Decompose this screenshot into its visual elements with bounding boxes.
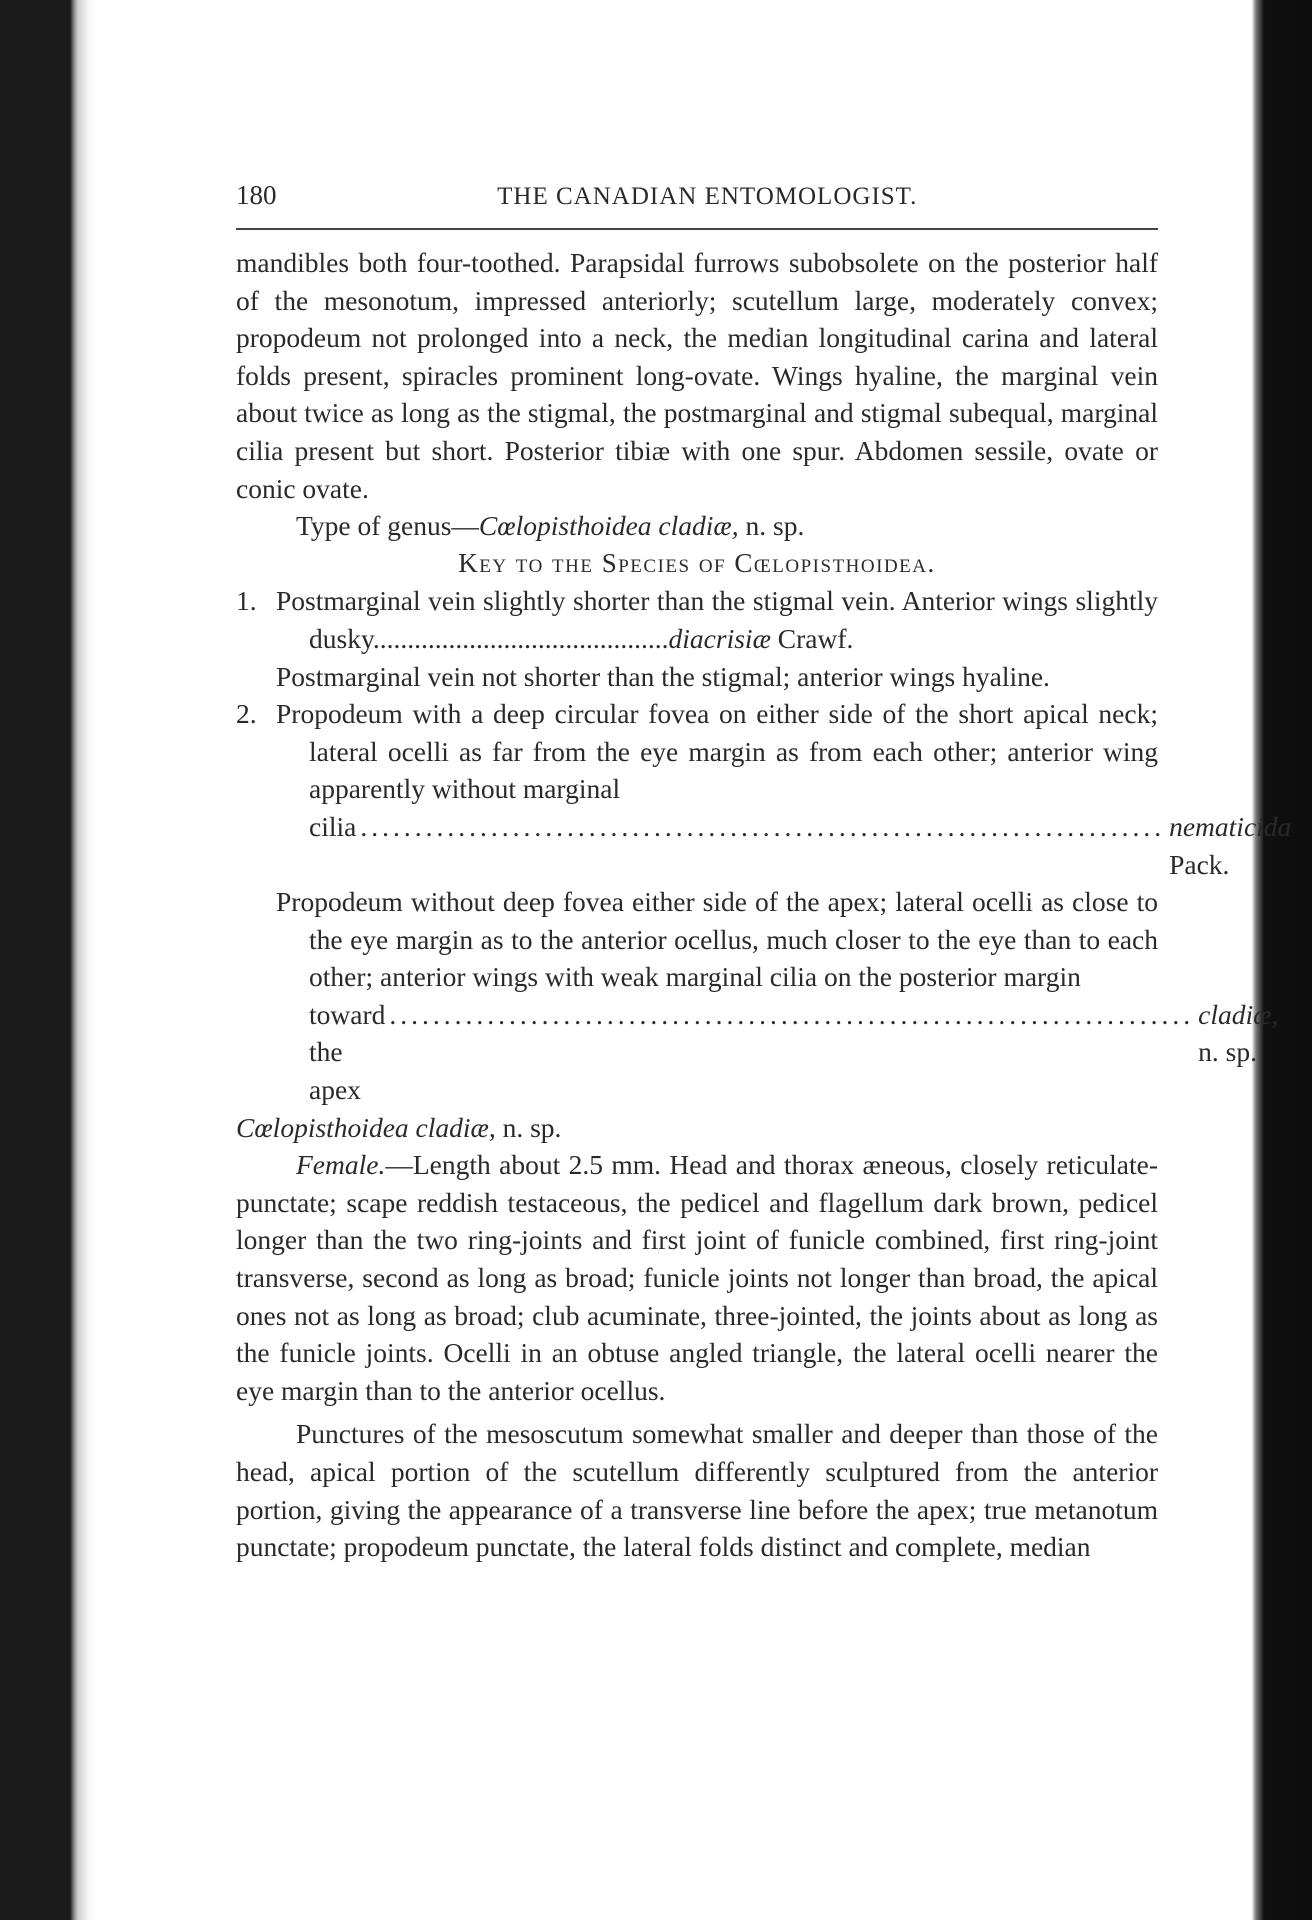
type-species: Cœlopisthoidea cladiæ, (478, 510, 739, 542)
leader-dots: .......................................................................... (360, 810, 1166, 842)
female-description (236, 1146, 1158, 1409)
running-header (236, 180, 1158, 222)
page-number: 180 (236, 180, 277, 210)
species-heading-name: Cœlopisthoidea cladiæ, (236, 1111, 496, 1143)
species-heading-suffix: n. sp. (495, 1111, 562, 1143)
left-page-edge (0, 0, 96, 1920)
right-page-edge (1252, 0, 1312, 1920)
female-label: Female. (296, 1149, 386, 1181)
leader-dots: ........................................... (372, 622, 669, 654)
couplet-alternative: Postmarginal vein not shorter than the stigmal; anterior wings hyaline. (276, 660, 1050, 692)
species-name: diacrisiæ (668, 622, 771, 654)
page (236, 180, 1292, 1566)
mesoscutum-paragraph: Punctures of the mesoscutum somewhat smaller and deeper than those of the head, apical portion of the scutellum differently sculptured from the anterior portion, giving the appearance of a transverse line before the apex; true metanotum punctate; propodeum punctate, the lateral folds distinct and complete, median (236, 1418, 1158, 1563)
couplet-number: 2. (236, 698, 257, 730)
couplet-number: 1. (236, 585, 257, 617)
couplet-alternative: Propodeum without deep fovea either side of the apex; lateral ocelli as close to the eye margin as to the anterior ocellus, much closer to the eye than to each other; anterior wings with weak marginal cilia on the posterior margin (276, 886, 1158, 993)
species-heading (236, 1109, 1158, 1147)
couplet-text: Propodeum with a deep circular fovea on either side of the short apical neck; lateral ocelli as far from the eye margin as from each other; anterior wing apparently without marginal (276, 698, 1158, 805)
key-couplet-2 (236, 695, 1292, 1109)
header-rule (236, 228, 1158, 230)
intro-paragraph: mandibles both four-toothed. Parapsidal furrows subobsolete on the posterior half of the mesonotum, impressed anteriorly; scutellum large, moderately convex; propodeum not prolonged into a neck, the median longitudinal carina and lateral folds present, spiracles prominent long-ovate. Wings hyaline, the marginal vein about twice as long as the stigmal, the postmarginal and stigmal subequal, marginal cilia present but short. Posterior tibiæ with one spur. Abdomen sessile, ovate or conic ovate. (236, 247, 1158, 504)
leader-dots: .......................................................................... (389, 998, 1195, 1030)
species-author: n. sp. (1198, 1036, 1257, 1068)
species-author: Pack. (1169, 848, 1230, 880)
running-title: THE CANADIAN ENTOMOLOGIST. (497, 183, 918, 210)
couplet-text: Postmarginal vein slightly shorter than the stigmal vein. Anterior wings slightly dusky (276, 585, 1158, 654)
key-heading: Key to the Species of Cœlopisthoidea. (458, 547, 936, 578)
type-of-genus (236, 507, 1158, 545)
alternative-last-words: toward the apex (309, 998, 386, 1106)
key-couplet-1 (236, 582, 1158, 695)
type-suffix: n. sp. (738, 510, 805, 542)
species-name: cladiæ, (1198, 998, 1279, 1030)
species-name: nematicida (1169, 810, 1292, 842)
species-author: Crawf. (770, 622, 854, 654)
type-prefix: Type of genus— (296, 510, 479, 542)
female-text: —Length about 2.5 mm. Head and thorax æneous, closely reticulate-punctate; scape reddish testaceous, the pedicel and flagellum dark brown, pedicel longer than the two ring-joints and first joint of funicle combined, first ring-joint transverse, second as long as broad; funicle joints not longer than broad, the apical ones not as long as broad; club acuminate, three-jointed, the joints about as long as the funicle joints. Ocelli in an obtuse angled triangle, the lateral ocelli nearer the eye margin than to the anterior ocellus. (236, 1149, 1158, 1406)
couplet-last-word: cilia (309, 810, 357, 842)
